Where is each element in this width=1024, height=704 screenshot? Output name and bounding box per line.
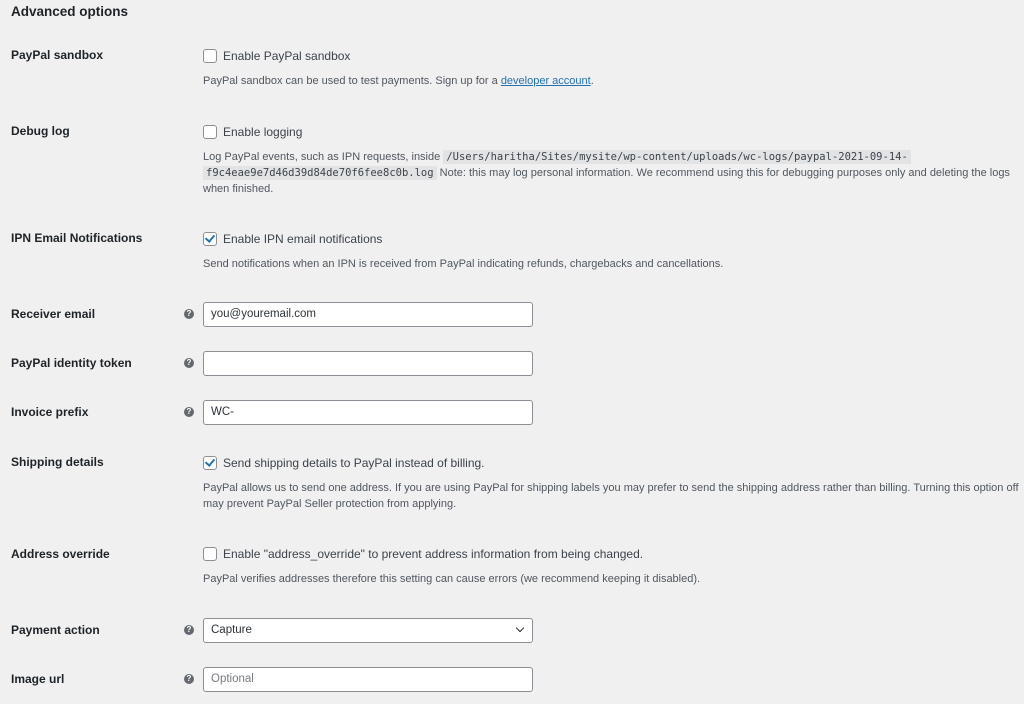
debug-checkbox[interactable] (203, 125, 217, 139)
image-url-label: Image url (11, 672, 65, 686)
debug-checkbox-row[interactable] (203, 124, 302, 140)
ipn-label: IPN Email Notifications (11, 231, 143, 245)
ipn-checkbox-label[interactable]: Enable IPN email notifications (223, 232, 383, 246)
receiver-email-input[interactable]: you@youremail.com (203, 302, 533, 327)
payment-action-value: Capture (211, 624, 252, 636)
debug-description (203, 149, 1021, 197)
ipn-description: Send notifications when an IPN is received from PayPal indicating refunds, chargebacks and cancellations. (203, 258, 724, 270)
help-tip-icon[interactable]: ? (184, 309, 194, 319)
shipping-checkbox[interactable] (203, 456, 217, 470)
help-tip-icon[interactable]: ? (184, 674, 194, 684)
checkmark-icon (205, 232, 215, 243)
receiver-email-label: Receiver email (11, 307, 96, 321)
sandbox-label: PayPal sandbox (11, 48, 104, 62)
address-override-checkbox[interactable] (203, 547, 217, 561)
shipping-description: PayPal allows us to send one address. If you are using PayPal for shipping labels you may prefer to send the shipping address rather than billing. Turning this option off may prevent PayPal Seller protection from applying. (203, 482, 1019, 510)
address-override-label: Address override (11, 547, 110, 561)
log-path-line1: /Users/haritha/Sites/mysite/wp-content/uploads/wc-logs/paypal-2021-09-14- (443, 150, 910, 164)
sandbox-checkbox-row[interactable] (203, 48, 350, 64)
sandbox-desc-text: PayPal sandbox can be used to test payments. Sign up for a (203, 75, 498, 87)
invoice-prefix-label: Invoice prefix (11, 405, 89, 419)
section-title: Advanced options (11, 4, 129, 19)
help-tip-icon[interactable]: ? (184, 625, 194, 635)
shipping-checkbox-row[interactable] (203, 455, 485, 471)
identity-token-input[interactable] (203, 351, 533, 376)
image-url-input[interactable]: Optional (203, 667, 533, 692)
debug-desc-text: Log PayPal events, such as IPN requests, inside (203, 151, 441, 163)
payment-action-select[interactable] (203, 618, 533, 643)
payment-action-label: Payment action (11, 623, 100, 637)
address-override-checkbox-label[interactable]: Enable "address_override" to prevent address information from being changed. (223, 547, 644, 561)
address-override-checkbox-row[interactable] (203, 546, 643, 562)
shipping-checkbox-label[interactable]: Send shipping details to PayPal instead of billing. (223, 456, 485, 470)
log-path-line2: f9c4eae9e7d46d39d84de70f6fee8c0b.log (203, 166, 437, 180)
developer-account-link[interactable]: developer account (500, 75, 591, 87)
ipn-checkbox-row[interactable] (203, 231, 382, 247)
help-tip-icon[interactable]: ? (184, 407, 194, 417)
help-tip-icon[interactable]: ? (184, 358, 194, 368)
checkmark-icon (205, 456, 215, 467)
sandbox-checkbox[interactable] (203, 49, 217, 63)
chevron-down-icon (516, 624, 524, 632)
address-override-description: PayPal verifies addresses therefore this setting can cause errors (we recommend keeping it disabled). (203, 573, 701, 585)
debug-checkbox-label[interactable]: Enable logging (223, 125, 303, 139)
debug-desc-suffix: Note: this may log personal information. We recommend using this for debugging purposes only and deleting the logs when finished. (203, 167, 1010, 195)
shipping-details-label: Shipping details (11, 455, 104, 469)
sandbox-checkbox-label[interactable]: Enable PayPal sandbox (223, 49, 351, 63)
identity-token-label: PayPal identity token (11, 356, 132, 370)
sandbox-description (203, 73, 1021, 89)
debug-log-label: Debug log (11, 124, 70, 138)
ipn-checkbox[interactable] (203, 232, 217, 246)
invoice-prefix-input[interactable]: WC- (203, 400, 533, 425)
sandbox-desc-suffix: . (590, 75, 594, 87)
